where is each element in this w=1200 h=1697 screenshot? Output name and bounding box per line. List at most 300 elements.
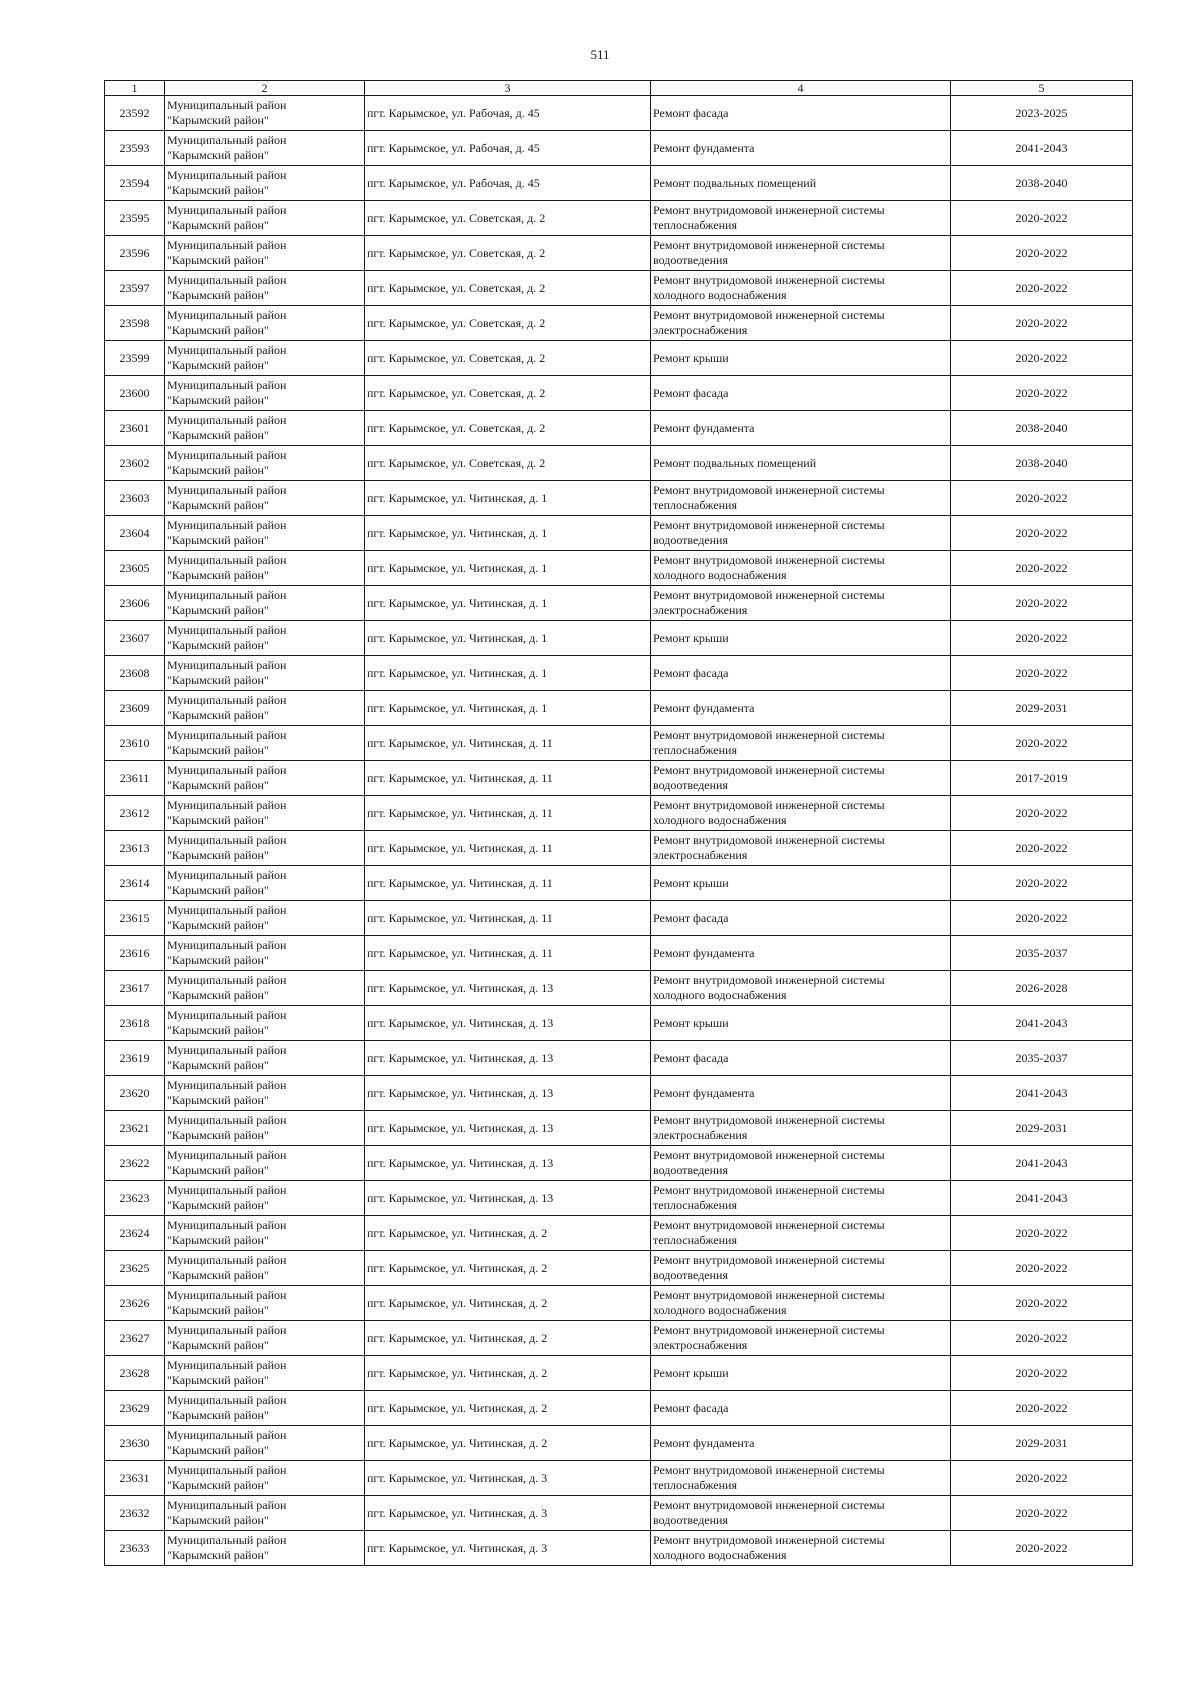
work-type-line: электроснабжения — [653, 323, 748, 337]
work-type-line: Ремонт внутридомовой инженерной системы — [653, 833, 885, 847]
period-cell: 2038-2040 — [951, 166, 1133, 201]
municipality-line: Муниципальный район — [167, 1393, 287, 1407]
municipality-cell — [165, 411, 365, 446]
work-type-cell — [651, 656, 951, 691]
work-type-line: теплоснабжения — [653, 1198, 737, 1212]
work-type-line: Ремонт фасада — [653, 1400, 729, 1415]
table-row — [105, 341, 1133, 376]
work-type-cell — [651, 1356, 951, 1391]
address-cell: пгт. Карымское, ул. Советская, д. 2 — [365, 411, 651, 446]
municipality-cell — [165, 271, 365, 306]
row-number-cell: 23597 — [105, 271, 165, 306]
work-type-cell — [651, 446, 951, 481]
municipality-line: "Карымский район" — [167, 988, 269, 1002]
municipality-line: "Карымский район" — [167, 183, 269, 197]
municipality-line: Муниципальный район — [167, 168, 287, 182]
work-type-line: теплоснабжения — [653, 743, 737, 757]
table-row — [105, 481, 1133, 516]
period-cell: 2020-2022 — [951, 1356, 1133, 1391]
table-row — [105, 726, 1133, 761]
municipality-line: Муниципальный район — [167, 903, 287, 917]
table-row — [105, 1251, 1133, 1286]
municipality-line: "Карымский район" — [167, 323, 269, 337]
period-cell: 2041-2043 — [951, 1146, 1133, 1181]
table-row — [105, 166, 1133, 201]
period-cell: 2020-2022 — [951, 726, 1133, 761]
municipality-line: Муниципальный район — [167, 1533, 287, 1547]
work-type-line: холодного водоснабжения — [653, 988, 787, 1002]
period-cell: 2020-2022 — [951, 236, 1133, 271]
work-type-cell — [651, 96, 951, 131]
work-type-line: холодного водоснабжения — [653, 568, 787, 582]
period-cell: 2038-2040 — [951, 411, 1133, 446]
work-type-line: Ремонт внутридомовой инженерной системы — [653, 518, 885, 532]
row-number-cell: 23622 — [105, 1146, 165, 1181]
work-type-line: Ремонт фундамента — [653, 1435, 755, 1450]
table-row — [105, 236, 1133, 271]
work-type-cell — [651, 726, 951, 761]
address-cell: пгт. Карымское, ул. Читинская, д. 1 — [365, 516, 651, 551]
work-type-line: Ремонт внутридомовой инженерной системы — [653, 1183, 885, 1197]
work-type-line: водоотведения — [653, 533, 728, 547]
table-row — [105, 201, 1133, 236]
table-row — [105, 1146, 1133, 1181]
address-cell: пгт. Карымское, ул. Читинская, д. 1 — [365, 551, 651, 586]
municipality-line: Муниципальный район — [167, 413, 287, 427]
work-type-cell — [651, 1041, 951, 1076]
address-cell: пгт. Карымское, ул. Читинская, д. 11 — [365, 726, 651, 761]
address-cell: пгт. Карымское, ул. Читинская, д. 3 — [365, 1496, 651, 1531]
repair-schedule-table — [104, 80, 1133, 1566]
row-number-cell: 23606 — [105, 586, 165, 621]
work-type-line: Ремонт крыши — [653, 350, 729, 365]
municipality-line: Муниципальный район — [167, 1043, 287, 1057]
address-cell: пгт. Карымское, ул. Читинская, д. 2 — [365, 1391, 651, 1426]
work-type-cell — [651, 1076, 951, 1111]
municipality-line: Муниципальный район — [167, 763, 287, 777]
period-cell: 2020-2022 — [951, 201, 1133, 236]
period-cell: 2020-2022 — [951, 1321, 1133, 1356]
row-number-cell: 23625 — [105, 1251, 165, 1286]
table-row — [105, 446, 1133, 481]
municipality-line: "Карымский район" — [167, 1233, 269, 1247]
municipality-line: "Карымский район" — [167, 113, 269, 127]
table-row — [105, 691, 1133, 726]
municipality-cell — [165, 761, 365, 796]
work-type-line: водоотведения — [653, 778, 728, 792]
work-type-line: электроснабжения — [653, 1128, 748, 1142]
address-cell: пгт. Карымское, ул. Читинская, д. 11 — [365, 761, 651, 796]
column-header-2: 2 — [165, 81, 365, 96]
row-number-cell: 23596 — [105, 236, 165, 271]
period-cell: 2020-2022 — [951, 1496, 1133, 1531]
municipality-cell — [165, 376, 365, 411]
municipality-line: Муниципальный район — [167, 623, 287, 637]
municipality-line: "Карымский район" — [167, 1128, 269, 1142]
period-cell: 2041-2043 — [951, 1076, 1133, 1111]
work-type-line: водоотведения — [653, 1163, 728, 1177]
municipality-cell — [165, 1076, 365, 1111]
period-cell: 2038-2040 — [951, 446, 1133, 481]
work-type-cell — [651, 1286, 951, 1321]
period-cell: 2020-2022 — [951, 656, 1133, 691]
address-cell: пгт. Карымское, ул. Читинская, д. 1 — [365, 481, 651, 516]
work-type-cell — [651, 1251, 951, 1286]
work-type-cell — [651, 1321, 951, 1356]
work-type-cell — [651, 551, 951, 586]
municipality-line: Муниципальный район — [167, 343, 287, 357]
row-number-cell: 23601 — [105, 411, 165, 446]
municipality-cell — [165, 831, 365, 866]
row-number-cell: 23592 — [105, 96, 165, 131]
address-cell: пгт. Карымское, ул. Читинская, д. 13 — [365, 1041, 651, 1076]
table-row — [105, 1286, 1133, 1321]
row-number-cell: 23607 — [105, 621, 165, 656]
period-cell: 2020-2022 — [951, 1251, 1133, 1286]
row-number-cell: 23629 — [105, 1391, 165, 1426]
row-number-cell: 23631 — [105, 1461, 165, 1496]
address-cell: пгт. Карымское, ул. Читинская, д. 1 — [365, 656, 651, 691]
work-type-line: водоотведения — [653, 253, 728, 267]
address-cell: пгт. Карымское, ул. Рабочая, д. 45 — [365, 166, 651, 201]
period-cell: 2029-2031 — [951, 1426, 1133, 1461]
period-cell: 2020-2022 — [951, 1531, 1133, 1566]
table-row — [105, 831, 1133, 866]
municipality-line: Муниципальный район — [167, 833, 287, 847]
municipality-line: "Карымский район" — [167, 358, 269, 372]
municipality-cell — [165, 936, 365, 971]
municipality-cell — [165, 1006, 365, 1041]
table-row — [105, 1531, 1133, 1566]
row-number-cell: 23608 — [105, 656, 165, 691]
work-type-line: электроснабжения — [653, 848, 748, 862]
row-number-cell: 23620 — [105, 1076, 165, 1111]
municipality-line: "Карымский район" — [167, 918, 269, 932]
work-type-cell — [651, 691, 951, 726]
municipality-cell — [165, 656, 365, 691]
work-type-line: Ремонт крыши — [653, 1365, 729, 1380]
work-type-line: Ремонт подвальных помещений — [653, 175, 817, 190]
row-number-cell: 23602 — [105, 446, 165, 481]
municipality-line: "Карымский район" — [167, 673, 269, 687]
municipality-line: "Карымский район" — [167, 743, 269, 757]
work-type-line: теплоснабжения — [653, 218, 737, 232]
municipality-line: "Карымский район" — [167, 1373, 269, 1387]
table-row — [105, 586, 1133, 621]
municipality-line: "Карымский район" — [167, 1408, 269, 1422]
table-row — [105, 551, 1133, 586]
row-number-cell: 23618 — [105, 1006, 165, 1041]
work-type-line: теплоснабжения — [653, 1478, 737, 1492]
table-row — [105, 796, 1133, 831]
table-row — [105, 936, 1133, 971]
municipality-line: "Карымский район" — [167, 498, 269, 512]
period-cell: 2020-2022 — [951, 481, 1133, 516]
table-row — [105, 761, 1133, 796]
municipality-line: Муниципальный район — [167, 1288, 287, 1302]
address-cell: пгт. Карымское, ул. Читинская, д. 1 — [365, 621, 651, 656]
address-cell: пгт. Карымское, ул. Советская, д. 2 — [365, 236, 651, 271]
table-row — [105, 271, 1133, 306]
work-type-cell — [651, 271, 951, 306]
work-type-cell — [651, 411, 951, 446]
work-type-cell — [651, 586, 951, 621]
row-number-cell: 23609 — [105, 691, 165, 726]
work-type-line: электроснабжения — [653, 1338, 748, 1352]
municipality-line: Муниципальный район — [167, 1008, 287, 1022]
work-type-line: теплоснабжения — [653, 1233, 737, 1247]
address-cell: пгт. Карымское, ул. Читинская, д. 11 — [365, 796, 651, 831]
municipality-line: Муниципальный район — [167, 728, 287, 742]
municipality-line: Муниципальный район — [167, 273, 287, 287]
address-cell: пгт. Карымское, ул. Читинская, д. 2 — [365, 1356, 651, 1391]
row-number-cell: 23617 — [105, 971, 165, 1006]
work-type-line: электроснабжения — [653, 603, 748, 617]
period-cell: 2041-2043 — [951, 1181, 1133, 1216]
municipality-cell — [165, 1426, 365, 1461]
municipality-cell — [165, 1461, 365, 1496]
table-row — [105, 1321, 1133, 1356]
address-cell: пгт. Карымское, ул. Читинская, д. 11 — [365, 901, 651, 936]
address-cell: пгт. Карымское, ул. Читинская, д. 1 — [365, 691, 651, 726]
address-cell: пгт. Карымское, ул. Читинская, д. 13 — [365, 1006, 651, 1041]
period-cell: 2020-2022 — [951, 376, 1133, 411]
work-type-cell — [651, 831, 951, 866]
period-cell: 2020-2022 — [951, 1216, 1133, 1251]
table-row — [105, 376, 1133, 411]
row-number-cell: 23598 — [105, 306, 165, 341]
column-header-5: 5 — [951, 81, 1133, 96]
table-row — [105, 516, 1133, 551]
work-type-line: Ремонт фасада — [653, 1050, 729, 1065]
address-cell: пгт. Карымское, ул. Читинская, д. 2 — [365, 1286, 651, 1321]
work-type-cell — [651, 516, 951, 551]
address-cell: пгт. Карымское, ул. Читинская, д. 11 — [365, 831, 651, 866]
work-type-line: Ремонт крыши — [653, 1015, 729, 1030]
row-number-cell: 23604 — [105, 516, 165, 551]
row-number-cell: 23633 — [105, 1531, 165, 1566]
work-type-cell — [651, 341, 951, 376]
municipality-line: "Карымский район" — [167, 253, 269, 267]
municipality-cell — [165, 1496, 365, 1531]
address-cell: пгт. Карымское, ул. Читинская, д. 13 — [365, 1146, 651, 1181]
municipality-cell — [165, 131, 365, 166]
municipality-line: "Карымский район" — [167, 848, 269, 862]
table-header-row — [105, 81, 1133, 96]
work-type-line: теплоснабжения — [653, 498, 737, 512]
row-number-cell: 23603 — [105, 481, 165, 516]
address-cell: пгт. Карымское, ул. Читинская, д. 1 — [365, 586, 651, 621]
period-cell: 2017-2019 — [951, 761, 1133, 796]
table-row — [105, 901, 1133, 936]
municipality-line: "Карымский район" — [167, 1548, 269, 1562]
work-type-line: холодного водоснабжения — [653, 813, 787, 827]
municipality-cell — [165, 306, 365, 341]
municipality-line: "Карымский район" — [167, 428, 269, 442]
municipality-cell — [165, 971, 365, 1006]
work-type-line: Ремонт фасада — [653, 105, 729, 120]
period-cell: 2020-2022 — [951, 1286, 1133, 1321]
work-type-cell — [651, 1496, 951, 1531]
municipality-line: "Карымский район" — [167, 1058, 269, 1072]
row-number-cell: 23614 — [105, 866, 165, 901]
municipality-cell — [165, 166, 365, 201]
municipality-line: Муниципальный район — [167, 1183, 287, 1197]
work-type-line: Ремонт фундамента — [653, 1085, 755, 1100]
table-row — [105, 1216, 1133, 1251]
work-type-line: Ремонт внутридомовой инженерной системы — [653, 1463, 885, 1477]
column-header-3: 3 — [365, 81, 651, 96]
work-type-cell — [651, 621, 951, 656]
address-cell: пгт. Карымское, ул. Советская, д. 2 — [365, 446, 651, 481]
period-cell: 2020-2022 — [951, 516, 1133, 551]
municipality-cell — [165, 586, 365, 621]
row-number-cell: 23599 — [105, 341, 165, 376]
municipality-line: Муниципальный район — [167, 308, 287, 322]
work-type-line: Ремонт фундамента — [653, 700, 755, 715]
table-row — [105, 1181, 1133, 1216]
municipality-line: Муниципальный район — [167, 448, 287, 462]
address-cell: пгт. Карымское, ул. Читинская, д. 13 — [365, 1076, 651, 1111]
municipality-cell — [165, 1531, 365, 1566]
table-row — [105, 656, 1133, 691]
period-cell: 2035-2037 — [951, 936, 1133, 971]
row-number-cell: 23612 — [105, 796, 165, 831]
address-cell: пгт. Карымское, ул. Советская, д. 2 — [365, 306, 651, 341]
work-type-line: Ремонт внутридомовой инженерной системы — [653, 1498, 885, 1512]
table-row — [105, 96, 1133, 131]
period-cell: 2020-2022 — [951, 796, 1133, 831]
municipality-line: Муниципальный район — [167, 378, 287, 392]
municipality-cell — [165, 236, 365, 271]
municipality-cell — [165, 901, 365, 936]
period-cell: 2020-2022 — [951, 1391, 1133, 1426]
period-cell: 2041-2043 — [951, 1006, 1133, 1041]
municipality-cell — [165, 551, 365, 586]
table-row — [105, 1006, 1133, 1041]
municipality-cell — [165, 1146, 365, 1181]
municipality-line: "Карымский район" — [167, 638, 269, 652]
municipality-line: "Карымский район" — [167, 218, 269, 232]
address-cell: пгт. Карымское, ул. Читинская, д. 2 — [365, 1321, 651, 1356]
municipality-line: Муниципальный район — [167, 203, 287, 217]
municipality-line: Муниципальный район — [167, 658, 287, 672]
table-body — [105, 81, 1133, 1566]
row-number-cell: 23616 — [105, 936, 165, 971]
row-number-cell: 23621 — [105, 1111, 165, 1146]
row-number-cell: 23627 — [105, 1321, 165, 1356]
municipality-line: Муниципальный район — [167, 1218, 287, 1232]
work-type-line: Ремонт крыши — [653, 630, 729, 645]
municipality-line: "Карымский район" — [167, 533, 269, 547]
row-number-cell: 23615 — [105, 901, 165, 936]
period-cell: 2020-2022 — [951, 551, 1133, 586]
municipality-line: Муниципальный район — [167, 518, 287, 532]
address-cell: пгт. Карымское, ул. Советская, д. 2 — [365, 201, 651, 236]
municipality-cell — [165, 341, 365, 376]
municipality-cell — [165, 1111, 365, 1146]
period-cell: 2020-2022 — [951, 621, 1133, 656]
table-row — [105, 1496, 1133, 1531]
work-type-line: Ремонт фундамента — [653, 945, 755, 960]
row-number-cell: 23610 — [105, 726, 165, 761]
municipality-line: Муниципальный район — [167, 1498, 287, 1512]
row-number-cell: 23594 — [105, 166, 165, 201]
period-cell: 2020-2022 — [951, 866, 1133, 901]
period-cell: 2020-2022 — [951, 271, 1133, 306]
municipality-line: "Карымский район" — [167, 288, 269, 302]
municipality-line: "Карымский район" — [167, 1303, 269, 1317]
work-type-line: Ремонт фасада — [653, 665, 729, 680]
period-cell: 2035-2037 — [951, 1041, 1133, 1076]
municipality-line: Муниципальный район — [167, 1113, 287, 1127]
work-type-cell — [651, 761, 951, 796]
municipality-cell — [165, 446, 365, 481]
work-type-cell — [651, 306, 951, 341]
municipality-line: Муниципальный район — [167, 868, 287, 882]
address-cell: пгт. Карымское, ул. Читинская, д. 13 — [365, 1181, 651, 1216]
work-type-cell — [651, 1391, 951, 1426]
municipality-line: "Карымский район" — [167, 463, 269, 477]
address-cell: пгт. Карымское, ул. Читинская, д. 13 — [365, 1111, 651, 1146]
municipality-line: Муниципальный район — [167, 553, 287, 567]
row-number-cell: 23628 — [105, 1356, 165, 1391]
table-row — [105, 1391, 1133, 1426]
address-cell: пгт. Карымское, ул. Советская, д. 2 — [365, 271, 651, 306]
address-cell: пгт. Карымское, ул. Читинская, д. 13 — [365, 971, 651, 1006]
work-type-cell — [651, 866, 951, 901]
work-type-line: Ремонт внутридомовой инженерной системы — [653, 728, 885, 742]
period-cell: 2026-2028 — [951, 971, 1133, 1006]
municipality-cell — [165, 96, 365, 131]
work-type-cell — [651, 201, 951, 236]
column-header-1: 1 — [105, 81, 165, 96]
work-type-line: Ремонт внутридомовой инженерной системы — [653, 588, 885, 602]
row-number-cell: 23632 — [105, 1496, 165, 1531]
table-row — [105, 1356, 1133, 1391]
row-number-cell: 23624 — [105, 1216, 165, 1251]
municipality-line: "Карымский район" — [167, 603, 269, 617]
period-cell: 2023-2025 — [951, 96, 1133, 131]
work-type-line: холодного водоснабжения — [653, 1548, 787, 1562]
row-number-cell: 23630 — [105, 1426, 165, 1461]
municipality-cell — [165, 1356, 365, 1391]
municipality-line: "Карымский район" — [167, 778, 269, 792]
work-type-cell — [651, 1006, 951, 1041]
work-type-line: Ремонт внутридомовой инженерной системы — [653, 273, 885, 287]
municipality-line: "Карымский район" — [167, 1513, 269, 1527]
period-cell: 2020-2022 — [951, 586, 1133, 621]
municipality-line: Муниципальный район — [167, 973, 287, 987]
row-number-cell: 23600 — [105, 376, 165, 411]
municipality-line: Муниципальный район — [167, 1323, 287, 1337]
work-type-line: Ремонт подвальных помещений — [653, 455, 817, 470]
municipality-line: "Карымский район" — [167, 1163, 269, 1177]
municipality-line: "Карымский район" — [167, 1093, 269, 1107]
municipality-line: Муниципальный район — [167, 588, 287, 602]
work-type-line: Ремонт внутридомовой инженерной системы — [653, 973, 885, 987]
work-type-cell — [651, 1216, 951, 1251]
work-type-line: Ремонт внутридомовой инженерной системы — [653, 238, 885, 252]
work-type-line: Ремонт внутридомовой инженерной системы — [653, 1253, 885, 1267]
municipality-line: Муниципальный район — [167, 798, 287, 812]
municipality-cell — [165, 1321, 365, 1356]
work-type-cell — [651, 131, 951, 166]
work-type-line: Ремонт фасада — [653, 910, 729, 925]
period-cell: 2020-2022 — [951, 306, 1133, 341]
work-type-line: Ремонт внутридомовой инженерной системы — [653, 1148, 885, 1162]
municipality-cell — [165, 866, 365, 901]
